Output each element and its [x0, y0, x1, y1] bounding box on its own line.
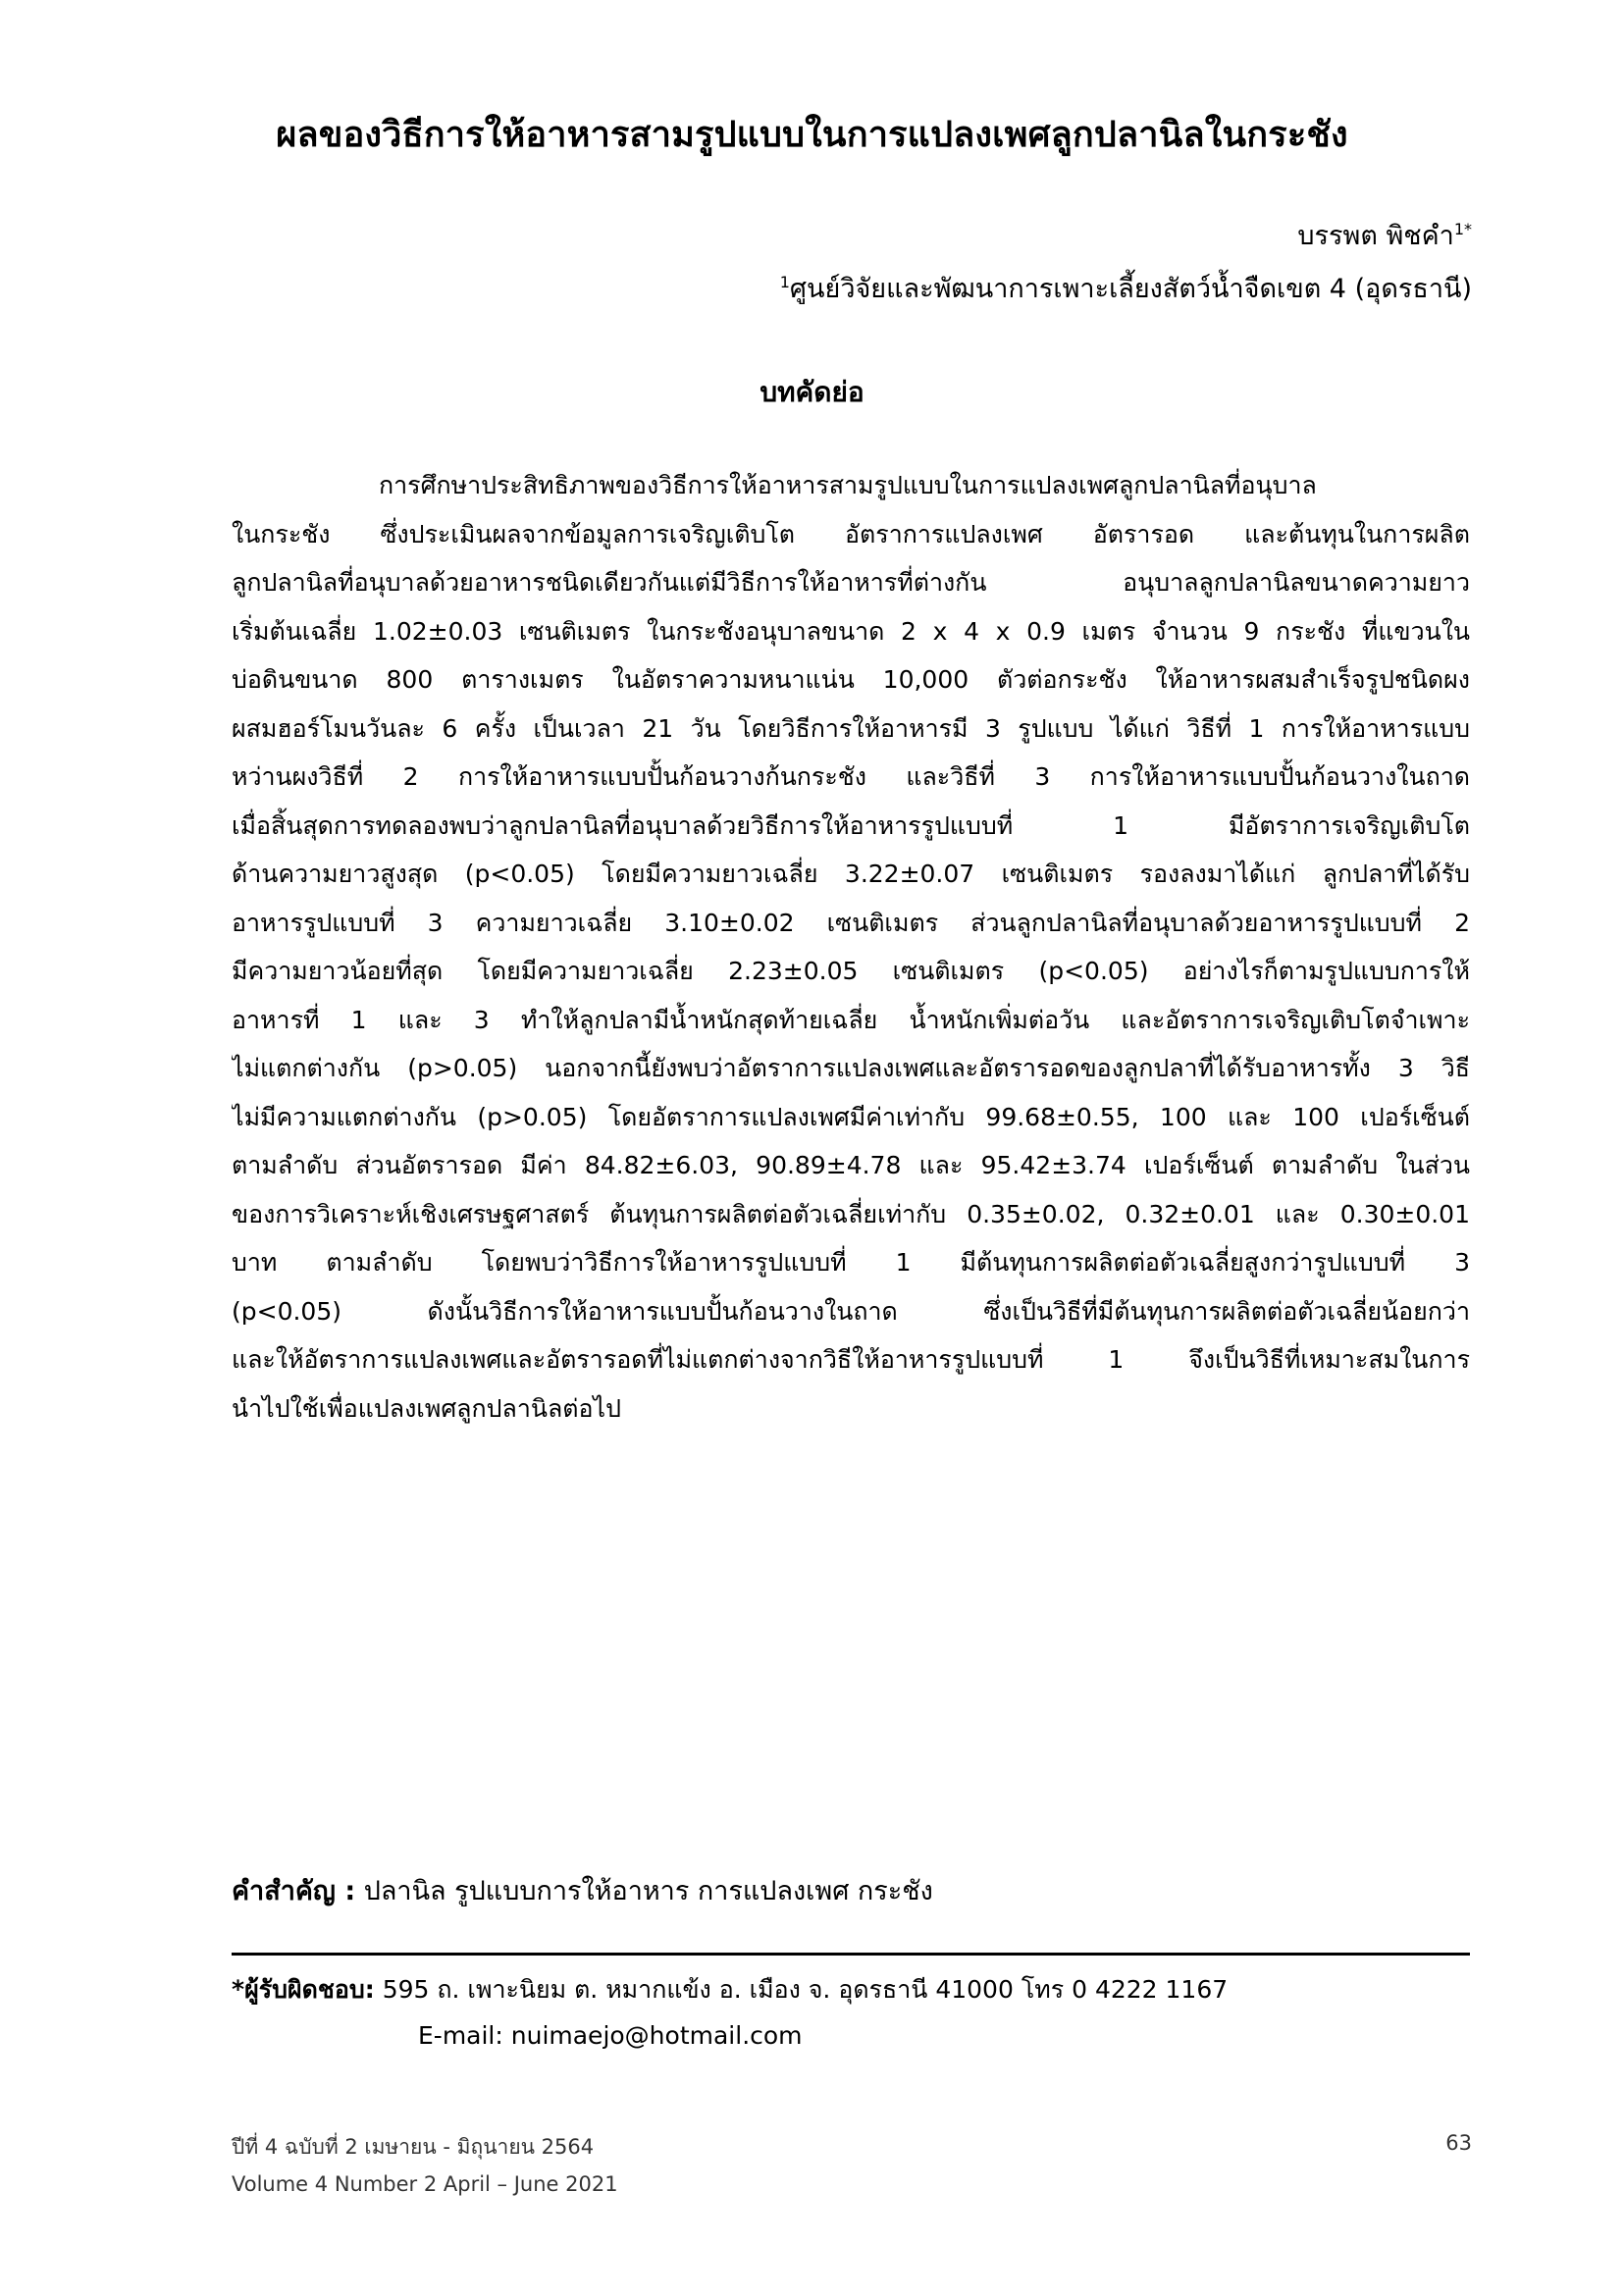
abstract-line: หว่านผงวิธีที่ 2 การให้อาหารแบบปั้นก้อนวางก้นกระชัง และวิธีที่ 3 การให้อาหารแบบปั้นก้อนวางในถาด — [232, 762, 1470, 791]
abstract-line: และให้อัตราการแปลงเพศและอัตรารอดที่ไม่แตกต่างจากวิธีให้อาหารรูปแบบที่ 1 จึงเป็นวิธีที่เหมาะสมในการ — [232, 1345, 1470, 1374]
abstract-line: เมื่อสิ้นสุดการทดลองพบว่าลูกปลานิลที่อนุบาลด้วยวิธีการให้อาหารรูปแบบที่ 1 มีอัตราการเจริญเติบโต — [232, 810, 1470, 840]
correspondence-email: E-mail: nuimaejo@hotmail.com — [418, 2021, 803, 2050]
abstract-line: การศึกษาประสิทธิภาพของวิธีการให้อาหารสามรูปแบบในการแปลงเพศลูกปลานิลที่อนุบาล — [379, 471, 1317, 499]
abstract-line: ลูกปลานิลที่อนุบาลด้วยอาหารชนิดเดียวกันแต่มีวิธีการให้อาหารที่ต่างกัน อนุบาลลูกปลานิลขนาดความยาว — [232, 568, 1470, 597]
abstract-line: ไม่มีความแตกต่างกัน (p>0.05) โดยอัตราการแปลงเพศมีค่าเท่ากับ 99.68±0.55, 100 และ 100 เปอร์เซ็นต์ — [232, 1102, 1470, 1131]
abstract-line: ไม่แตกต่างกัน (p>0.05) นอกจากนี้ยังพบว่าอัตราการแปลงเพศและอัตรารอดของลูกปลาที่ได้รับอาหารทั้ง 3 วิธี — [232, 1054, 1470, 1082]
author-line — [1297, 214, 1472, 256]
keywords-text: ปลานิล รูปแบบการให้อาหาร การแปลงเพศ กระชัง — [363, 1876, 933, 1906]
abstract-body — [232, 461, 1470, 1433]
author-name: บรรพต พิชคำ — [1297, 221, 1454, 251]
correspondence-address: 595 ถ. เพาะนิยม ต. หมากแข้ง อ. เมือง จ. อุดรธานี 41000 โทร 0 4222 1167 — [382, 1975, 1229, 2004]
affiliation-text: ศูนย์วิจัยและพัฒนาการเพาะเลี้ยงสัตว์น้ำจืดเขต 4 (อุดรธานี) — [789, 274, 1472, 304]
abstract-line: บ่อดินขนาด 800 ตารางเมตร ในอัตราความหนาแน่น 10,000 ตัวต่อกระชัง ให้อาหารผสมสำเร็จรูปชนิดผง — [232, 665, 1470, 694]
abstract-line: ตามลำดับ ส่วนอัตรารอด มีค่า 84.82±6.03, 90.89±4.78 และ 95.42±3.74 เปอร์เซ็นต์ ตามลำดับ ในส่วน — [232, 1151, 1470, 1179]
correspondence-line — [232, 1970, 1228, 2009]
page-number: 63 — [1445, 2131, 1472, 2155]
abstract-line: ด้านความยาวสูงสุด (p<0.05) โดยมีความยาวเฉลี่ย 3.22±0.07 เซนติเมตร รองลงมาได้แก่ ลูกปลาที่ได้รับ — [232, 860, 1470, 888]
footnote-divider — [232, 1953, 1470, 1956]
abstract-line: ผสมฮอร์โมนวันละ 6 ครั้ง เป็นเวลา 21 วัน โดยวิธีการให้อาหารมี 3 รูปแบบ ได้แก่ วิธีที่ 1 การให้อาหารแบบ — [232, 713, 1470, 743]
abstract-line: บาท ตามลำดับ โดยพบว่าวิธีการให้อาหารรูปแบบที่ 1 มีต้นทุนการผลิตต่อตัวเฉลี่ยสูงกว่ารูปแบบที่ 3 — [232, 1248, 1470, 1277]
author-superscript: 1* — [1453, 220, 1472, 238]
keywords-label: คำสำคัญ : — [232, 1876, 356, 1906]
abstract-line: มีความยาวน้อยที่สุด โดยมีความยาวเฉลี่ย 2.23±0.05 เซนติเมตร (p<0.05) อย่างไรก็ตามรูปแบบการให้ — [232, 957, 1470, 985]
abstract-heading: บทคัดย่อ — [760, 376, 864, 408]
abstract-line: อาหารที่ 1 และ 3 ทำให้ลูกปลามีน้ำหนักสุดท้ายเฉลี่ย น้ำหนักเพิ่มต่อวัน และอัตราการเจริญเติบโตจำเพาะ — [232, 1005, 1470, 1034]
abstract-line: ของการวิเคราะห์เชิงเศรษฐศาสตร์ ต้นทุนการผลิตต่อตัวเฉลี่ยเท่ากับ 0.35±0.02, 0.32±0.01 และ 0.30±0.01 — [232, 1199, 1470, 1228]
footer-english-issue: Volume 4 Number 2 April – June 2021 — [232, 2172, 618, 2196]
affiliation-line — [780, 267, 1472, 309]
affiliation-superscript: 1 — [779, 273, 790, 291]
abstract-line: ในกระชัง ซึ่งประเมินผลจากข้อมูลการเจริญเติบโต อัตราการแปลงเพศ อัตรารอด และต้นทุนในการผลิต — [232, 519, 1470, 548]
footer-thai-issue: ปีที่ 4 ฉบับที่ 2 เมษายน - มิถุนายน 2564 — [232, 2135, 595, 2159]
correspondence-label: *ผู้รับผิดชอบ: — [232, 1975, 375, 2004]
paper-title: ผลของวิธีการให้อาหารสามรูปแบบในการแปลงเพศลูกปลานิลในกระชัง — [276, 115, 1348, 155]
abstract-line: นำไปใช้เพื่อแปลงเพศลูกปลานิลต่อไป — [232, 1393, 621, 1423]
abstract-line: เริ่มต้นเฉลี่ย 1.02±0.03 เซนติเมตร ในกระชังอนุบาลขนาด 2 x 4 x 0.9 เมตร จำนวน 9 กระชัง ที่แขวนใน — [232, 616, 1470, 646]
keywords-line — [232, 1869, 933, 1911]
abstract-line: (p<0.05) ดังนั้นวิธีการให้อาหารแบบปั้นก้อนวางในถาด ซึ่งเป็นวิธีที่มีต้นทุนการผลิตต่อตัวเฉลี่ยน้อยกว่า — [232, 1296, 1470, 1326]
abstract-line: อาหารรูปแบบที่ 3 ความยาวเฉลี่ย 3.10±0.02 เซนติเมตร ส่วนลูกปลานิลที่อนุบาลด้วยอาหารรูปแบบที่ 2 — [232, 908, 1470, 937]
